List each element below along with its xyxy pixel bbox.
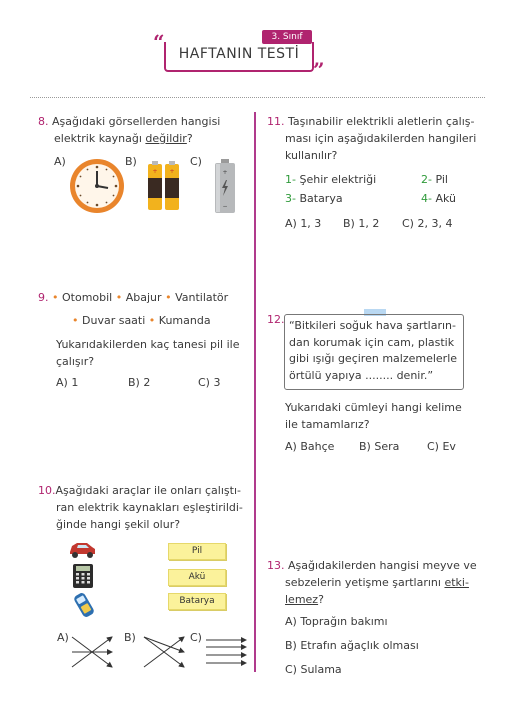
quote-text [289, 318, 464, 384]
question-text: ran elektrik kaynakları eşleştirildi- [56, 501, 243, 514]
bullet-icon: • [165, 291, 172, 304]
svg-text:+: + [152, 168, 158, 175]
question-number: 11. [267, 115, 285, 128]
option-c-label[interactable]: C) [190, 155, 202, 168]
question-number: 10. [38, 484, 56, 497]
answer-option-b[interactable]: B) Etrafın ağaçlık olması [285, 639, 419, 652]
question-text-underlined: değildir [145, 132, 187, 145]
question-text: Taşınabilir elektrikli aletlerin çalış- [288, 115, 475, 128]
list-item [285, 171, 376, 188]
question-number: 8. [38, 115, 49, 128]
answer-option-c[interactable]: C) 2, 3, 4 [402, 217, 453, 230]
answer-option-b[interactable]: B) 1, 2 [343, 217, 380, 230]
list-item: Kumanda [158, 314, 211, 327]
answer-option-a[interactable]: A) Toprağın bakımı [285, 615, 388, 628]
question-number: 13. [267, 559, 285, 572]
svg-text:+: + [222, 169, 228, 176]
grade-tag: 3. Sınıf [262, 30, 312, 44]
answer-option-a[interactable]: A) 1 [56, 376, 79, 389]
question-9 [38, 289, 253, 370]
svg-text:+: + [169, 168, 175, 175]
calculator-icon [72, 563, 94, 589]
item-number: 1- [285, 173, 296, 186]
mobile-phone-icon [72, 591, 96, 619]
quote-line: gibi ışığı geçiren malzemelerle [289, 352, 458, 365]
wall-clock-icon[interactable] [68, 157, 126, 215]
answer-option-c[interactable]: C) 3 [198, 376, 221, 389]
question-text: kullanılır? [285, 149, 338, 162]
question-text [285, 399, 462, 433]
matching-arrows-a[interactable] [70, 633, 116, 671]
list-item: Duvar saati [82, 314, 146, 327]
question-text: sebzelerin yetişme şartlarını [285, 576, 445, 589]
source-note-aku: Akü [168, 569, 226, 586]
page-title: HAFTANIN TESTİ [178, 46, 300, 62]
question-8 [38, 113, 248, 147]
question-number: 9. [38, 291, 49, 304]
car-battery-icon[interactable] [213, 158, 237, 214]
source-note-batarya: Batarya [168, 593, 226, 610]
question-text: ? [318, 593, 324, 606]
option-c-label[interactable]: C) [190, 631, 202, 644]
answer-option-b[interactable]: B) 2 [128, 376, 151, 389]
list-item [421, 190, 456, 207]
source-note-pil: Pil [168, 543, 226, 560]
answer-option-a[interactable]: A) 1, 3 [285, 217, 322, 230]
question-text: ğinde hangi şekil olur? [56, 518, 181, 531]
list-item: Vantilatör [175, 291, 229, 304]
question-text: ile tamamlarız? [285, 418, 370, 431]
item-label: Batarya [299, 192, 343, 205]
toy-car-icon [67, 538, 97, 560]
batteries-icon[interactable] [146, 158, 182, 212]
option-a-label[interactable]: A) [54, 155, 66, 168]
close-quote-mark: ” [313, 58, 325, 82]
question-text: Yukarıdaki cümleyi hangi kelime [285, 401, 462, 414]
list-item [421, 171, 448, 188]
column-divider [254, 112, 256, 672]
question-text: elektrik kaynağı [54, 132, 146, 145]
question-13 [267, 557, 482, 608]
svg-text:−: − [222, 203, 228, 210]
question-text: Aşağıdaki araçlar ile onları çalıştı- [55, 484, 241, 497]
list-item: Otomobil [62, 291, 113, 304]
matching-arrows-b[interactable] [142, 633, 188, 671]
item-label: Şehir elektriği [299, 173, 377, 186]
answer-option-a[interactable]: A) Bahçe [285, 440, 335, 453]
question-number: 12. [267, 313, 285, 326]
item-number: 2- [421, 173, 432, 186]
header-divider [30, 97, 485, 98]
answer-option-c[interactable]: C) Ev [427, 440, 456, 453]
question-text: Aşağıdakilerden hangisi meyve ve [288, 559, 477, 572]
item-number: 4- [421, 192, 432, 205]
matching-arrows-c[interactable] [204, 636, 250, 668]
question-11 [267, 113, 482, 164]
quote-line: “Bitkileri soğuk hava şartların- [289, 319, 456, 332]
answer-option-b[interactable]: B) Sera [359, 440, 400, 453]
question-text: ması için aşağıdakilerden hangileri [285, 132, 477, 145]
question-text-underlined: etki- [444, 576, 469, 589]
question-text: çalışır? [56, 355, 95, 368]
item-label: Pil [435, 173, 448, 186]
question-text-underlined: lemez [285, 593, 319, 606]
bullet-icon: • [52, 291, 59, 304]
quote-line: örtülü yapıya ........ denir.” [289, 368, 434, 382]
question-10 [38, 482, 253, 533]
answer-option-c[interactable]: C) Sulama [285, 663, 342, 676]
bullet-icon: • [148, 314, 156, 327]
question-text: ? [186, 132, 193, 145]
option-b-label[interactable]: B) [124, 631, 136, 644]
item-number: 3- [285, 192, 296, 205]
quote-line: dan korumak için cam, plastik [289, 335, 455, 349]
option-a-label[interactable]: A) [57, 631, 69, 644]
option-b-label[interactable]: B) [125, 155, 137, 168]
bullet-icon: • [72, 314, 79, 327]
bullet-icon: • [115, 291, 123, 304]
item-label: Akü [435, 192, 456, 205]
question-text: Aşağıdaki görsellerden hangisi [52, 115, 221, 128]
question-text: Yukarıdakilerden kaç tanesi pil ile [56, 338, 240, 351]
list-item [285, 190, 343, 207]
open-quote-mark: “ [153, 30, 165, 54]
list-item: Abajur [125, 291, 162, 304]
